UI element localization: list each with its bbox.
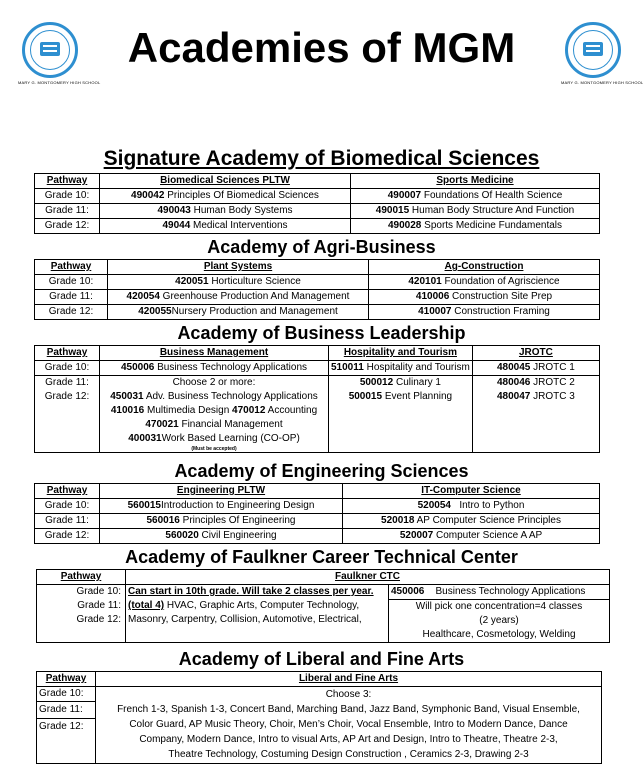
course-code: 520018 [381, 515, 415, 526]
grade-label: Grade 11: [35, 514, 100, 529]
faulkner-duration: (2 years) [479, 615, 519, 626]
arts-table [36, 671, 602, 764]
course-code: 560016 [146, 515, 180, 526]
course-name: Culinary 1 [393, 377, 441, 388]
biomed-table [34, 173, 600, 234]
grade-label: Grade 12: [35, 305, 108, 320]
choose-note: Choose 2 or more: [100, 376, 329, 391]
course-name: Business Technology Applications [424, 586, 586, 597]
course-code: 470021 [145, 419, 179, 430]
course-name: Financial Management [178, 419, 283, 430]
table-header-row [37, 570, 610, 585]
course-code: 510011 [331, 362, 364, 373]
table-header-row [35, 484, 600, 499]
faulkner-table [36, 569, 610, 643]
table-header-row [35, 174, 600, 189]
engineering-col1-header: Engineering PLTW [100, 484, 343, 499]
grade-label: Grade 12: [35, 390, 100, 453]
course-name: Accounting [265, 405, 318, 416]
course-name: Multimedia Design [144, 405, 233, 416]
course-name: JROTC 3 [530, 391, 575, 402]
course-name: Intro to Python [451, 500, 525, 511]
course-code: 410006 [415, 291, 450, 302]
course-code: 480046 [496, 377, 531, 388]
pathway-header: Pathway [35, 260, 108, 275]
table-row [35, 275, 600, 290]
logo-caption-left: MARY G. MONTGOMERY HIGH SCHOOL [18, 80, 101, 85]
course-code: 500015 [348, 391, 383, 402]
course-name: Sports Medicine Fundamentals [421, 220, 562, 231]
course-code: 420055 [138, 306, 172, 317]
table-row [35, 499, 600, 514]
business-table [34, 345, 600, 453]
course-code: 490042 [131, 190, 165, 201]
faulkner-start-note: Can start in 10th grade. Will take 2 classes per year. [128, 586, 374, 597]
grade-label: Grade 10: [35, 275, 108, 290]
grade-label: Grade 12: [35, 219, 100, 234]
pathway-header: Pathway [35, 484, 100, 499]
faulkner-concentration-note: Will pick one concentration=4 classes [389, 599, 609, 614]
biomed-col1-header: Biomedical Sciences PLTW [100, 174, 351, 189]
pathway-header: Pathway [37, 570, 126, 585]
faulkner-col-header: Faulkner CTC [126, 570, 610, 585]
course-code: 520054 [417, 500, 451, 511]
course-code: 410016 [110, 405, 145, 416]
course-name: Hospitality and Tourism [363, 362, 470, 373]
table-header-row [35, 346, 600, 361]
grade-label: Grade 10: [37, 687, 95, 702]
grade-label: Grade 11: [35, 376, 100, 391]
grade-label: Grade 11: [77, 600, 121, 611]
grade-label: Grade 10: [35, 189, 100, 204]
table-row [37, 687, 602, 764]
course-code: 410007 [418, 306, 452, 317]
grade-label: Grade 10: [76, 586, 121, 597]
agri-col2-header: Ag-Construction [369, 260, 600, 275]
table-header-row [37, 672, 602, 687]
arts-title: Academy of Liberal and Fine Arts [178, 649, 465, 669]
engineering-title: Academy of Engineering Sciences [174, 461, 469, 481]
pathway-header: Pathway [35, 346, 100, 361]
course-code: 480047 [496, 391, 531, 402]
course-name: Introduction to Engineering Design [160, 500, 315, 511]
biomed-col2-header: Sports Medicine [351, 174, 600, 189]
course-name: Greenhouse Production And Management [159, 291, 350, 302]
agri-title: Academy of Agri-Business [207, 237, 436, 257]
table-row [35, 361, 600, 376]
course-name: Computer Science A AP [433, 530, 543, 541]
table-row [35, 305, 600, 320]
course-name: Civil Engineering [198, 530, 277, 541]
table-row [37, 585, 610, 643]
course-name: Event Planning [382, 391, 453, 402]
faulkner-programs: HVAC, Graphic Arts, Computer Technology, [164, 600, 360, 611]
grade-label: Grade 12: [35, 529, 100, 544]
table-header-row [35, 260, 600, 275]
course-code: 490015 [375, 205, 410, 216]
table-row [35, 514, 600, 529]
course-code: 450006 [120, 362, 155, 373]
pathway-header: Pathway [37, 672, 96, 687]
agri-col1-header: Plant Systems [108, 260, 369, 275]
business-col1-header: Business Management [100, 346, 329, 361]
course-name: Nursery Production and Management [171, 306, 338, 317]
arts-course-list: Color Guard, AP Music Theory, Choir, Men’s Choir, Vocal Ensemble, Intro to Modern Dance, Dance [129, 719, 568, 730]
pathway-header: Pathway [35, 174, 100, 189]
acceptance-note: (Must be accepted) [191, 446, 237, 452]
table-row [35, 219, 600, 234]
course-code: 560015 [127, 500, 161, 511]
grade-label: Grade 11: [37, 702, 95, 719]
course-code: 49044 [162, 220, 191, 231]
course-name: JROTC 2 [530, 377, 575, 388]
table-row [35, 189, 600, 204]
arts-col-header: Liberal and Fine Arts [96, 672, 602, 687]
course-code: 480045 [496, 362, 531, 373]
course-code: 400031 [128, 433, 162, 444]
faulkner-concentrations: Healthcare, Cosmetology, Welding [422, 629, 576, 640]
faulkner-total-note: (total 4) [128, 600, 165, 611]
course-name: Principles Of Biomedical Sciences [164, 190, 319, 201]
course-code: 560020 [165, 530, 199, 541]
page-title: Academies of MGM [127, 24, 516, 71]
biomed-title: Signature Academy of Biomedical Sciences [103, 147, 540, 170]
course-code: 450031 [110, 391, 144, 402]
course-name: Horticulture Science [208, 276, 301, 287]
table-row [35, 204, 600, 219]
course-code: 490007 [387, 190, 422, 201]
arts-course-list: French 1-3, Spanish 1-3, Concert Band, Marching Band, Jazz Band, Symphonic Band, Visual Ensemble, [117, 704, 580, 715]
grade-label: Grade 12: [39, 721, 84, 732]
table-row [35, 290, 600, 305]
course-code: 420051 [175, 276, 209, 287]
course-code: 450006 [391, 586, 425, 597]
course-name: Foundation of Agriscience [441, 276, 560, 287]
table-row [35, 376, 600, 391]
grade-label: Grade 10: [35, 361, 100, 376]
grade-label: Grade 11: [35, 290, 108, 305]
arts-course-list: Company, Modern Dance, Intro to visual Arts, AP Art and Design, Intro to Theatre, Theatre 2-3, [139, 734, 558, 745]
course-name: Business Technology Applications [154, 362, 308, 373]
grade-label: Grade 10: [35, 499, 100, 514]
course-name: Construction Framing [451, 306, 550, 317]
course-name: Principles Of Engineering [179, 515, 296, 526]
course-code: 420054 [126, 291, 160, 302]
arts-course-list: Theatre Technology, Costuming Design Construction , Ceramics 2-3, Drawing 2-3 [168, 749, 529, 760]
faulkner-programs: Masonry, Carpentry, Collision, Automotive, Electrical, [128, 614, 362, 625]
course-code: 470012 [232, 405, 266, 416]
business-col3-header: JROTC [472, 346, 599, 361]
engineering-col2-header: IT-Computer Science [343, 484, 600, 499]
table-row [35, 390, 600, 453]
course-name: Adv. Business Technology Applications [143, 391, 318, 402]
engineering-table [34, 483, 600, 544]
course-code: 500012 [359, 377, 394, 388]
course-code: 490043 [157, 205, 191, 216]
agri-table [34, 259, 600, 320]
course-name: Medical Interventions [190, 220, 288, 231]
course-name: Construction Site Prep [449, 291, 553, 302]
course-name: Foundations Of Health Science [421, 190, 563, 201]
course-name: Work Based Learning (CO-OP) [161, 433, 300, 444]
course-code: 420101 [408, 276, 442, 287]
course-code: 520007 [399, 530, 434, 541]
business-title: Academy of Business Leadership [177, 323, 466, 343]
grade-label: Grade 12: [76, 614, 121, 625]
course-name: Human Body Systems [190, 205, 293, 216]
course-code: 490028 [388, 220, 422, 231]
grade-label: Grade 11: [35, 204, 100, 219]
course-name: Human Body Structure And Function [409, 205, 575, 216]
logo-caption-right: MARY G. MONTGOMERY HIGH SCHOOL [561, 80, 643, 85]
table-row [35, 529, 600, 544]
course-name: AP Computer Science Principles [414, 515, 561, 526]
arts-choose-note: Choose 3: [325, 689, 372, 700]
course-name: JROTC 1 [530, 362, 575, 373]
business-col2-header: Hospitality and Tourism [329, 346, 473, 361]
faulkner-title: Academy of Faulkner Career Technical Center [125, 547, 518, 567]
